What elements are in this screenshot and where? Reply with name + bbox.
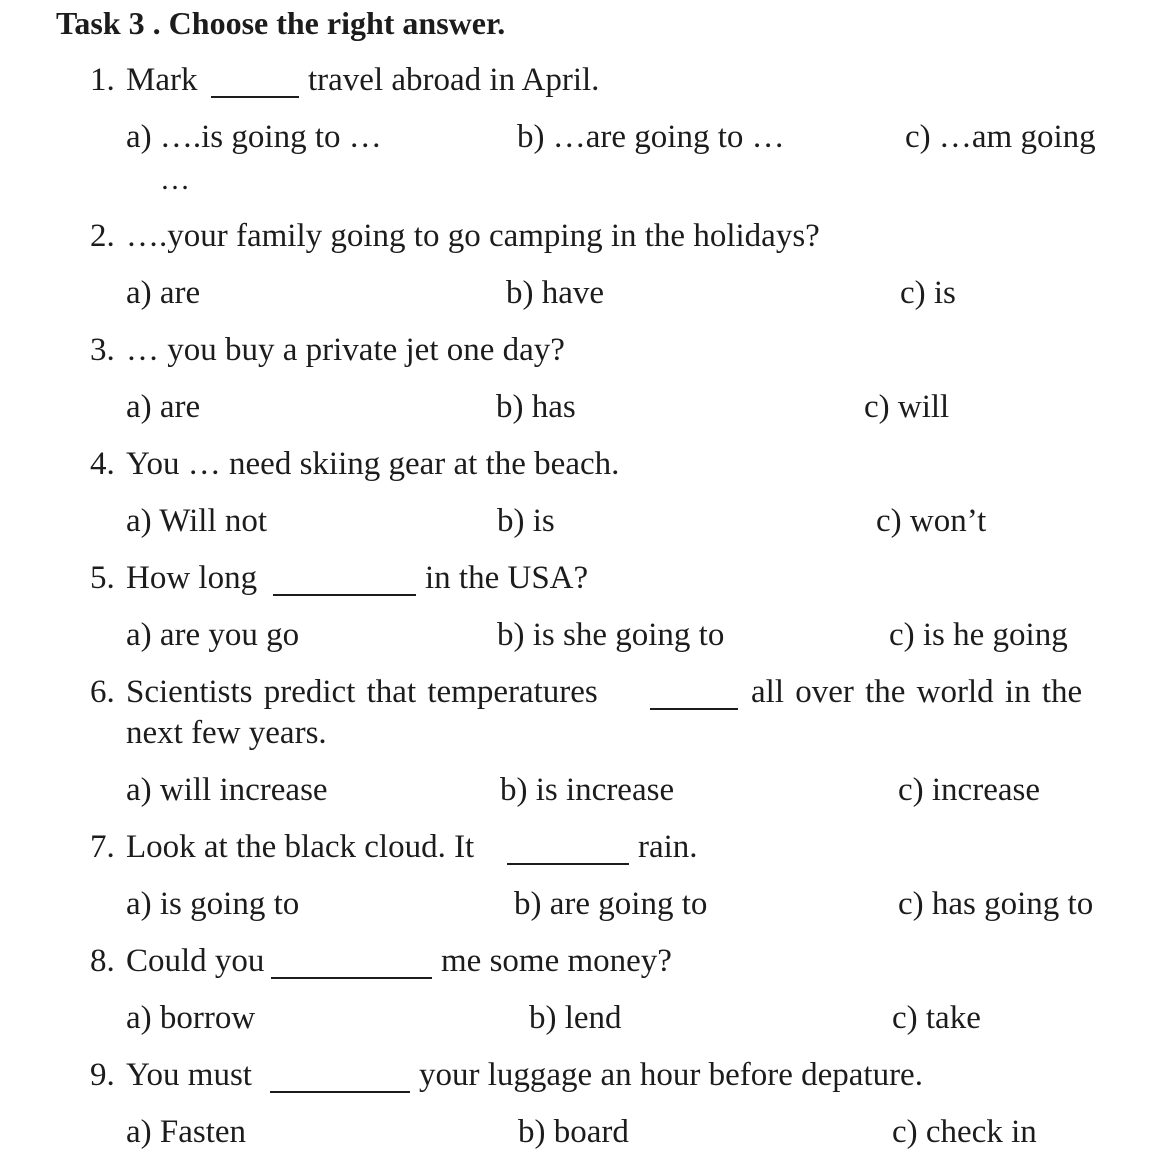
option-b[interactable]: b) lend (529, 1000, 622, 1036)
option-b[interactable]: b) have (506, 275, 605, 311)
option-c[interactable]: c) will (864, 389, 950, 425)
option-b[interactable]: b) …are going to … (517, 119, 785, 155)
question-number: 8. (90, 943, 115, 979)
question-number: 5. (90, 560, 115, 596)
question-text: How long (126, 560, 258, 596)
option-c[interactable]: c) is he going (889, 617, 1068, 653)
question-number: 7. (90, 829, 115, 865)
question-text: in the USA? (425, 560, 589, 596)
option-a[interactable]: a) is going to (126, 886, 300, 922)
option-a[interactable]: a) will increase (126, 772, 328, 808)
option-a[interactable]: a) Fasten (126, 1114, 247, 1150)
question-number: 6. (90, 674, 115, 710)
question-text: travel abroad in April. (308, 62, 600, 98)
option-b[interactable]: b) has (496, 389, 576, 425)
option-c[interactable]: c) won’t (876, 503, 987, 539)
option-b[interactable]: b) are going to (514, 886, 708, 922)
option-b[interactable]: b) is she going to (497, 617, 725, 653)
option-a[interactable]: a) are you go (126, 617, 300, 653)
option-a[interactable]: a) ….is going to … (126, 119, 382, 155)
question-text: ….your family going to go camping in the holidays? (126, 218, 820, 254)
task-title: Task 3 . Choose the right answer. (56, 5, 506, 41)
answer-blank[interactable] (271, 977, 432, 979)
option-c[interactable]: c) increase (898, 772, 1040, 808)
option-a[interactable]: a) Will not (126, 503, 268, 539)
question-text: rain. (638, 829, 698, 865)
option-c[interactable]: c) …am going (905, 119, 1096, 155)
question-number: 3. (90, 332, 115, 368)
question-number: 9. (90, 1057, 115, 1093)
option-c[interactable]: c) is (900, 275, 956, 311)
option-a[interactable]: a) are (126, 275, 201, 311)
question-text: You must (126, 1057, 252, 1093)
option-a[interactable]: a) borrow (126, 1000, 256, 1036)
question-text: Could you (126, 943, 265, 979)
question-text: me some money? (441, 943, 672, 979)
option-b[interactable]: b) board (518, 1114, 629, 1150)
answer-blank[interactable] (270, 1091, 410, 1093)
answer-blank[interactable] (273, 594, 416, 596)
answer-blank[interactable] (507, 863, 629, 865)
question-text: Look at the black cloud. It (126, 829, 475, 865)
option-c[interactable]: c) check in (892, 1114, 1037, 1150)
question-text: Scientists predict that temperatures (126, 674, 598, 710)
question-text: Mark (126, 62, 198, 98)
option-a[interactable]: a) are (126, 389, 201, 425)
option-c[interactable]: c) take (892, 1000, 981, 1036)
question-text: all over the world in the (751, 674, 1083, 710)
option-continuation: … (160, 163, 192, 196)
question-number: 4. (90, 446, 115, 482)
question-text-continued: next few years. (126, 715, 327, 751)
question-number: 2. (90, 218, 115, 254)
option-b[interactable]: b) is increase (500, 772, 675, 808)
answer-blank[interactable] (211, 96, 299, 98)
question-text: You … need skiing gear at the beach. (126, 446, 620, 482)
option-b[interactable]: b) is (497, 503, 555, 539)
option-c[interactable]: c) has going to (898, 886, 1094, 922)
answer-blank[interactable] (650, 708, 738, 710)
question-number: 1. (90, 62, 115, 98)
question-text: … you buy a private jet one day? (126, 332, 565, 368)
question-text: your luggage an hour before depature. (419, 1057, 923, 1093)
